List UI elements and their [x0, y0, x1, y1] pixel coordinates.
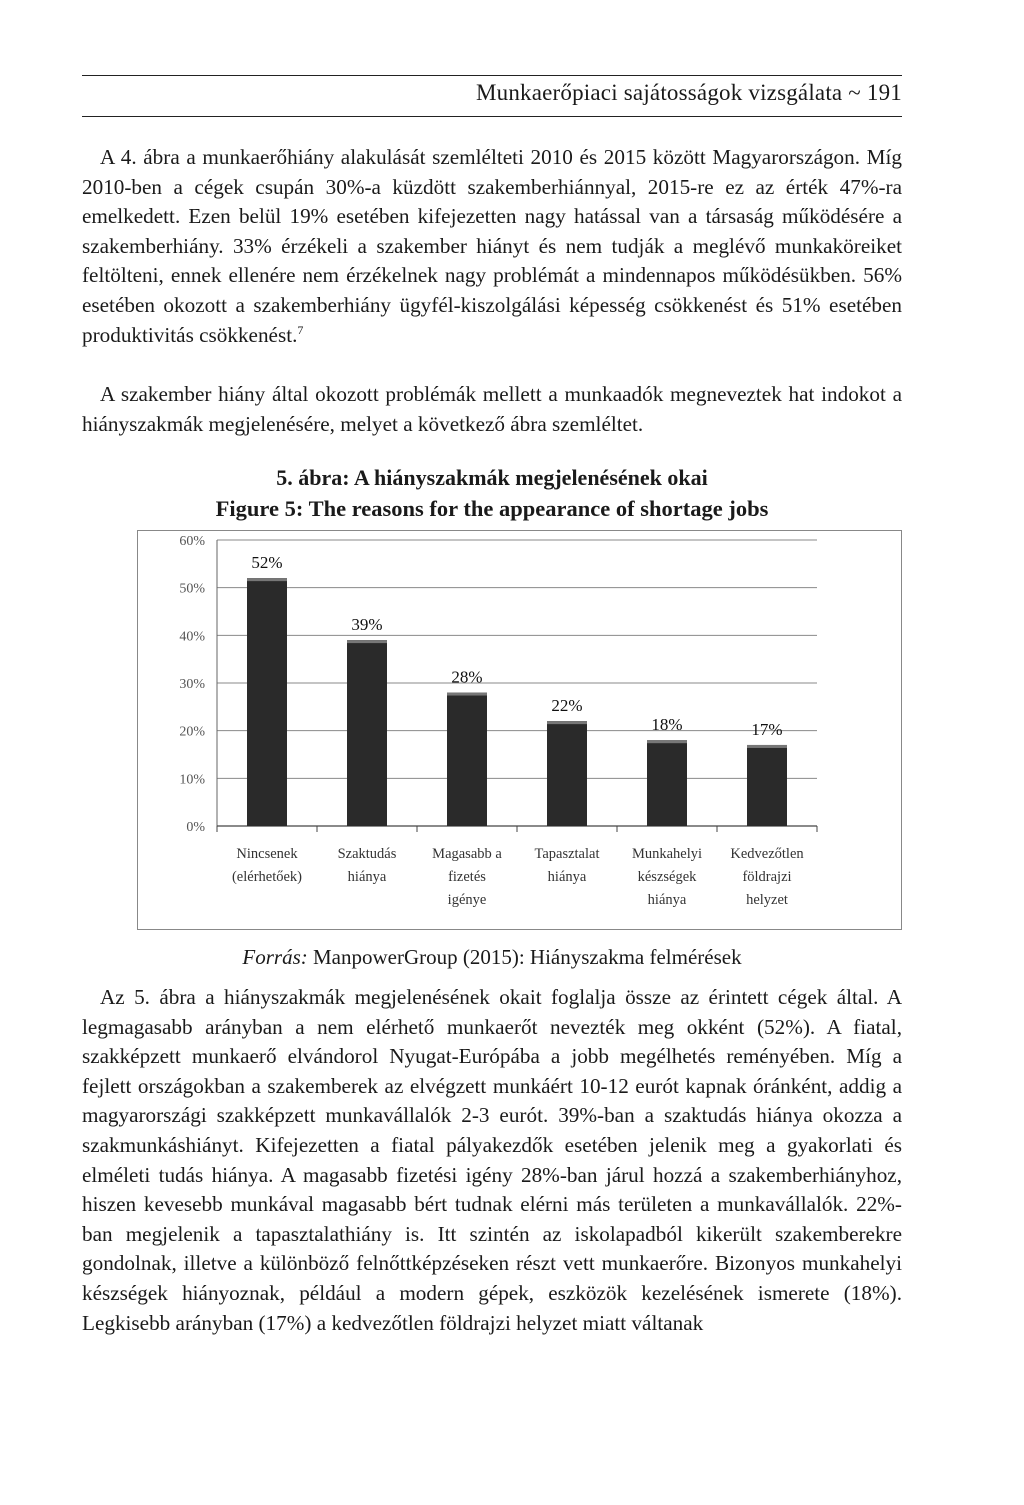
bar: [347, 640, 387, 826]
category-label: földrajzi: [742, 869, 792, 885]
y-tick-label: 10%: [179, 772, 205, 788]
bar: [447, 693, 487, 826]
category-label: fizetés: [448, 869, 486, 885]
paragraph-2-text: A szakember hiány által okozott problémák mellett a munkaadók megneveztek hat indokot a hiányszakmák megjelenésére, melyet a következő ábra szemléltet.: [82, 382, 902, 436]
data-label: 52%: [251, 553, 283, 573]
category-label: Tapasztalat: [534, 846, 600, 862]
figure-title-en: Figure 5: The reasons for the appearance of shortage jobs: [215, 496, 769, 521]
y-tick-label: 40%: [179, 629, 205, 645]
category-label: helyzet: [746, 892, 788, 908]
category-label: hiánya: [647, 892, 687, 908]
y-tick-label: 20%: [179, 724, 205, 740]
running-header-text: [476, 80, 902, 106]
source-text: ManpowerGroup (2015): Hiányszakma felmérések: [307, 945, 742, 969]
figure-title-hu: 5. ábra: A hiányszakmák megjelenésének okai: [276, 465, 708, 490]
paragraph-3: [82, 983, 902, 1338]
category-label: Nincsenek: [236, 846, 298, 862]
bar-chart: [137, 530, 903, 930]
bar-highlight: [247, 578, 287, 581]
bar: [747, 745, 787, 826]
bar: [247, 578, 287, 826]
y-tick-label: 60%: [179, 534, 205, 549]
category-label: igénye: [447, 892, 487, 908]
paragraph-1-text: A 4. ábra a munkaerőhiány alakulását szemlélteti 2010 és 2015 között Magyarországon. Míg 2010-ben a cégek csupán 30%-a küzdött szakemberhiánnyal, 2015-re ez az érték 47%-ra emelkedett. Ezen belül 19% esetében kifejezetten nagy hatással van a társaság működésére a szakemberhiány. 33% érzékeli a szakember hiányt és nem tudják a meglévő munkaköreiket feltölteni, ennek ellenére nem érzékelnek nagy problémát a mindennapos működésükben. 56% esetében okozott a szakemberhiány ügyfél-kiszolgálási képesség csökkenést és 51% esetében produktivitás csökkenést.: [82, 145, 902, 347]
bar-highlight: [447, 693, 487, 696]
data-label: 18%: [651, 715, 683, 735]
data-label: 39%: [351, 615, 383, 635]
y-tick-label: 30%: [179, 677, 205, 692]
category-label: hiánya: [347, 869, 387, 885]
category-label: készségek: [637, 869, 697, 885]
category-label: hiánya: [547, 869, 587, 885]
bar: [547, 721, 587, 826]
category-label: (elérhetőek): [231, 869, 303, 885]
bar-highlight: [347, 640, 387, 643]
paragraph-1: [82, 143, 902, 350]
y-tick-label: 0%: [186, 820, 205, 835]
page-number: 191: [866, 80, 902, 105]
y-tick-label: 50%: [179, 581, 205, 597]
bar-highlight: [547, 721, 587, 724]
running-title: Munkaerőpiaci sajátosságok vizsgálata: [475, 80, 843, 105]
footnote-ref: 7: [297, 322, 304, 337]
bar: [647, 740, 687, 826]
bar-highlight: [647, 740, 687, 743]
paragraph-3-text: Az 5. ábra a hiányszakmák megjelenésének okait foglalja össze az érintett cégek által. A legmagasabb arányban a nem elérhető munkaerőt nevezték meg okként (52%). A fiatal, szakképzett munkaerő elvándorol Nyugat-Európába a jobb megélhetés reményében. Míg a fejlett országokban a szakemberek az elvégzett munkáért 10-12 eurót kapnak óránként, addig a magyarországi szakképzett munkavállalók 2-3 eurót. 39%-ban a szaktudás hiánya okozza a szakmunkáshiányt. Kifejezetten a fiatal pályakezdők esetében jelenik meg a gyakorlati és elméleti tudás hiánya. A magasabb fizetési igény 28%-ban járul hozzá a szakemberhiányhoz, hiszen kevesebb munkával magasabb bért tudnak elérni más területen a munkavállalók. 22%-ban megjelenik a tapasztalathiány is. Itt szintén az iskolapadból kikerült szakemberekre gondolnak, illetve a különböző felnőttképzéseken részt vett munkaerőre. Bizonyos munkahelyi készségek hiányoznak, például a modern gépek, eszközök kezelésének ismerete (18%). Legkisebb arányban (17%) a kedvezőtlen földrajzi helyzet miatt váltanak: [82, 985, 902, 1335]
data-label: 22%: [551, 696, 583, 716]
data-label: 17%: [751, 719, 783, 739]
category-label: Szaktudás: [337, 846, 397, 862]
source-label: Forrás:: [242, 945, 308, 969]
category-label: Munkahelyi: [631, 846, 703, 862]
data-label: 28%: [451, 667, 483, 687]
category-label: Kedvezőtlen: [730, 846, 804, 862]
category-label: Magasabb a: [432, 846, 502, 862]
header-separator: ~: [848, 80, 861, 105]
running-header: [82, 75, 902, 117]
figure-source: [82, 945, 902, 970]
paragraph-2: [82, 380, 902, 439]
bar-highlight: [747, 745, 787, 748]
